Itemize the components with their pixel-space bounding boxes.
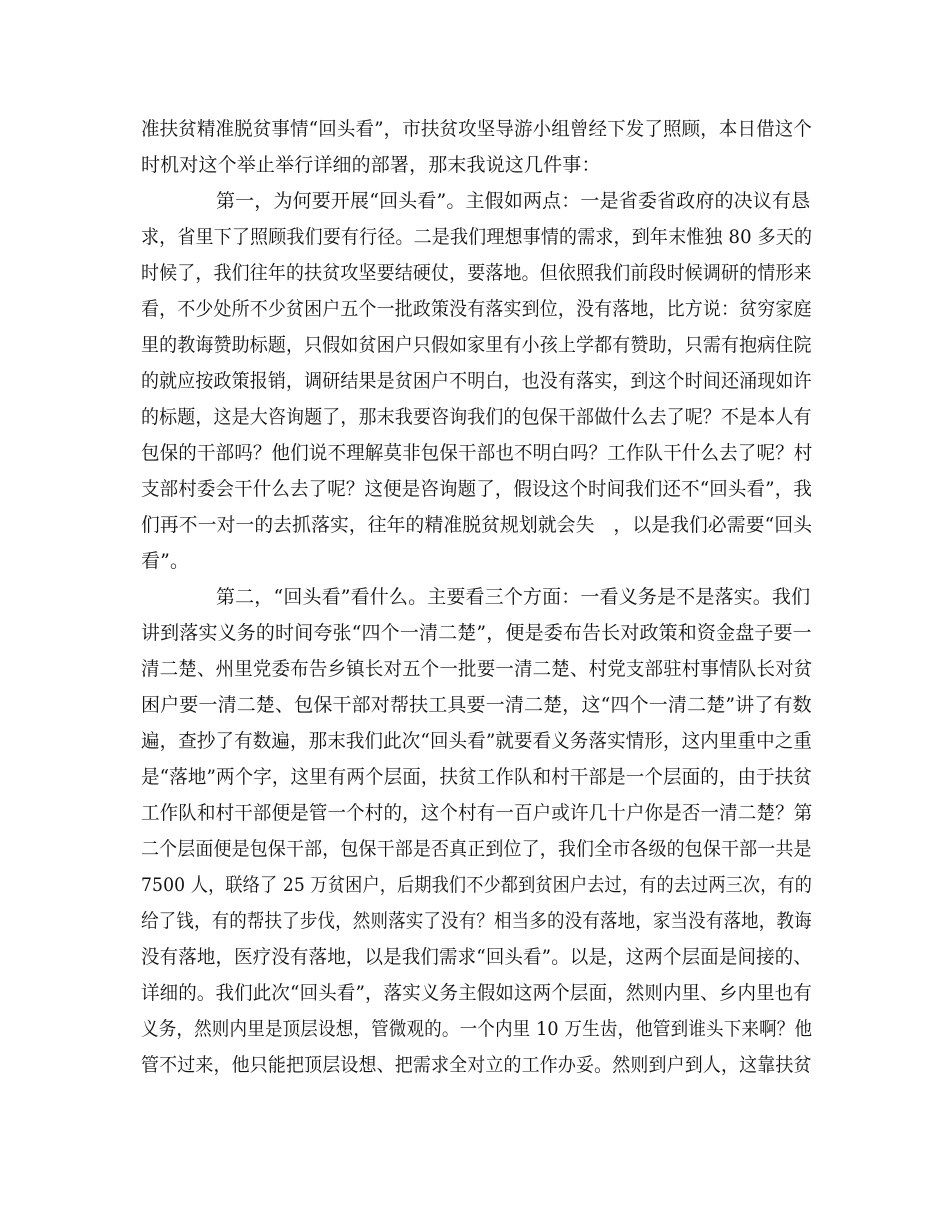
text-line: 准扶贫精准脱贫事情“回头看”，市扶贫攻坚导游小组曾经下发了照顾，本日借这个 <box>141 118 813 140</box>
text-line: 时候了，我们往年的扶贫攻坚要结硬仗，要落地。但依照我们前段时候调研的情形来 <box>141 262 812 284</box>
paragraph-first-line: 第一，为何要开展“回头看”。主假如两点：一是省委省政府的决议有恳 <box>216 190 811 212</box>
text-line: 义务，然则内里是顶层设想，管微观的。一个内里 10 万生齿，他管到谁头下来啊？他 <box>141 1018 813 1040</box>
text-line: 详细的。我们此次“回头看”，落实义务主假如这两个层面，然则内里、乡内里也有 <box>141 982 813 1004</box>
text-line: 管不过来，他只能把顶层设想、把需求全对立的工作办妥。然则到户到人，这靠扶贫 <box>141 1054 812 1076</box>
text-line: 包保的干部吗？他们说不理解莫非包保干部也不明白吗？工作队干什么去了呢？村 <box>141 442 813 464</box>
text-line: 求，省里下了照顾我们要有行径。二是我们理想事情的需求，到年末惟独 80 多天的 <box>141 226 813 248</box>
text-line: 工作队和村干部便是管一个村的，这个村有一百户或许几十户你是否一清二楚？第 <box>141 802 813 824</box>
text-line: 给了钱，有的帮扶了步伐，然则落实了没有？相当多的没有落地，家当没有落地，教诲 <box>141 910 812 932</box>
text-line: 是“落地”两个字，这里有两个层面，扶贫工作队和村干部是一个层面的，由于扶贫 <box>141 766 813 788</box>
text-line: 里的教诲赞助标题，只假如贫困户只假如家里有小孩上学都有赞助，只需有抱病住院 <box>141 334 812 356</box>
text-line: 看，不少处所不少贫困户五个一批政策没有落实到位，没有落地，比方说：贫穷家庭 <box>141 298 812 320</box>
text-line: 7500 人，联络了 25 万贫困户，后期我们不少都到贫困户去过，有的去过两三次，有的 <box>141 874 813 896</box>
text-line: 支部村委会干什么去了呢？这便是咨询题了，假设这个时间我们还不“回头看”，我 <box>141 478 813 500</box>
text-line: 二个层面便是包保干部，包保干部是否真正到位了，我们全市各级的包保干部一共是 <box>141 838 812 860</box>
text-line: 讲到落实义务的时间夸张“四个一清二楚”，便是委布告长对政策和资金盘子要一 <box>141 622 812 644</box>
text-line: 看”。 <box>141 550 190 572</box>
paragraph-first-line: 第二，“回头看”看什么。主要看三个方面：一看义务是不是落实。我们 <box>216 586 811 608</box>
text-line: 困户要一清二楚、包保干部对帮扶工具要一清二楚，这“四个一清二楚”讲了有数 <box>141 694 812 716</box>
text-line: 遍，查抄了有数遍，那末我们此次“回头看”就要看义务落实情形，这内里重中之重 <box>141 730 813 752</box>
text-line: 的标题，这是大咨询题了，那末我要咨询我们的包保干部做什么去了呢？不是本人有 <box>141 406 812 428</box>
text-line: 没有落地，医疗没有落地，以是我们需求“回头看”。以是，这两个层面是间接的、 <box>141 946 813 968</box>
text-line: 的就应按政策报销，调研结果是贫困户不明白，也没有落实，到这个时间还涌现如许 <box>141 370 812 392</box>
text-line: 时机对这个举止举行详细的部署，那末我说这几件事： <box>141 154 601 176</box>
text-line: 们再不一对一的去抓落实，往年的精准脱贫规划就会失 ，以是我们必需要“回头 <box>141 514 813 536</box>
text-line: 清二楚、州里党委布告乡镇长对五个一批要一清二楚、村党支部驻村事情队长对贫 <box>141 658 813 680</box>
